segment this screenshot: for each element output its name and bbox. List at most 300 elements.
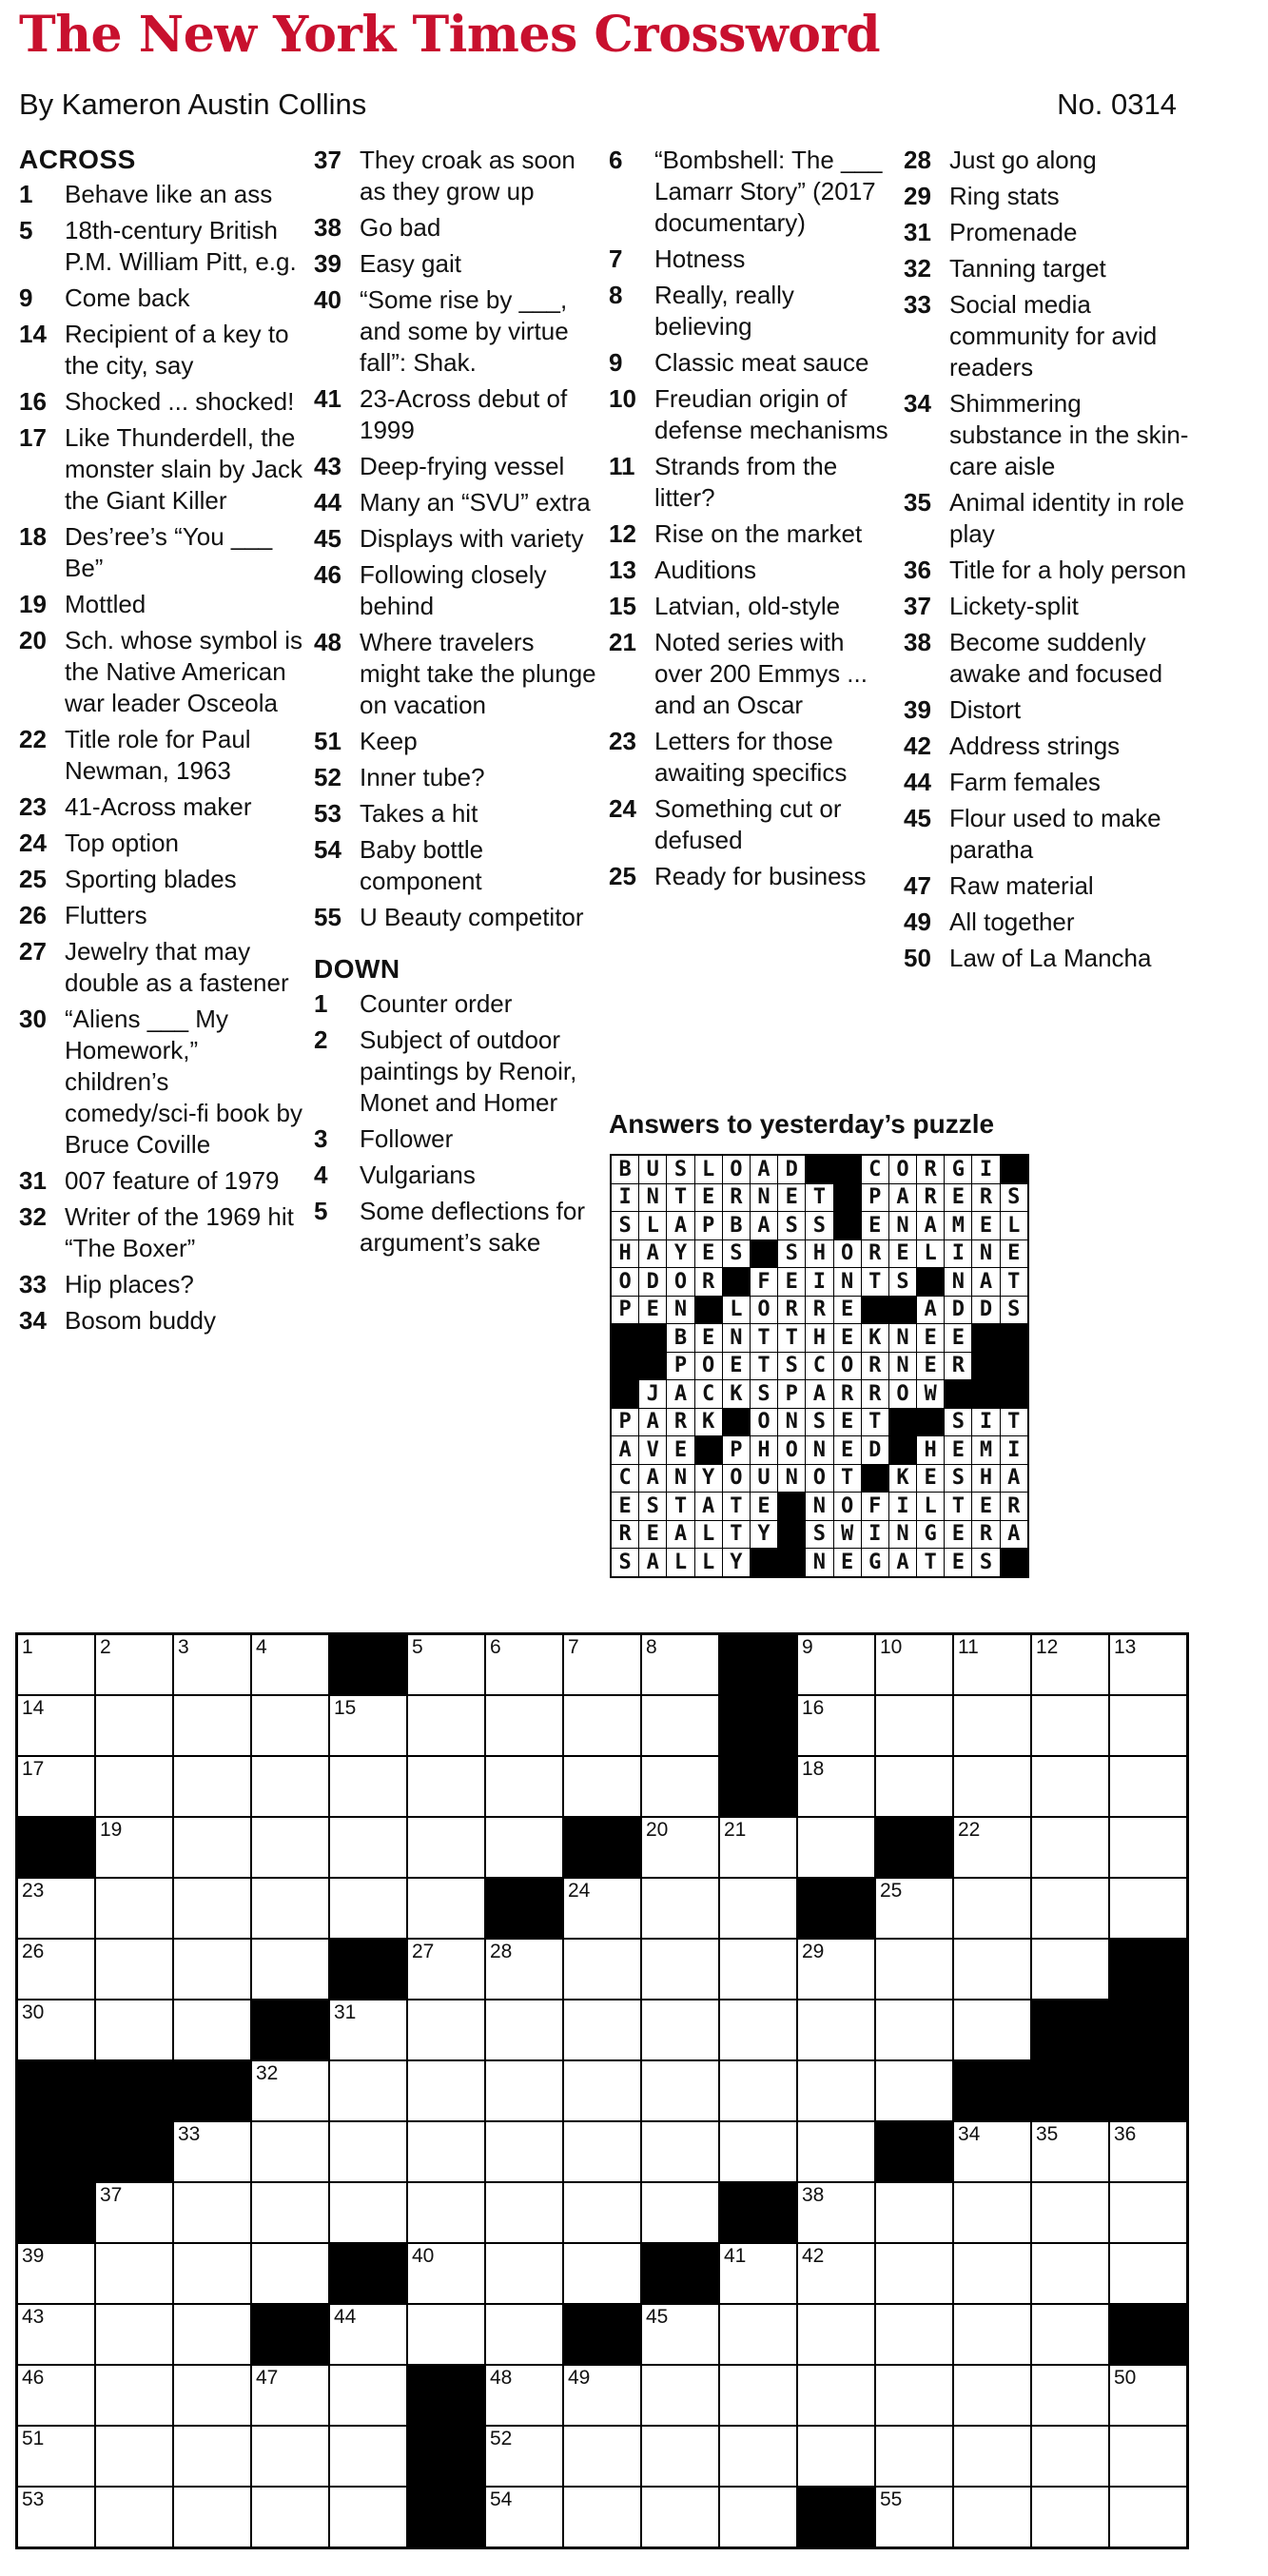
across-clue (314, 762, 599, 793)
across-clue (19, 589, 304, 620)
grid-cell[interactable] (251, 1756, 329, 1817)
clue-text: Noted series with over 200 Emmys ... and an Oscar (654, 628, 868, 719)
grid-cell[interactable] (1031, 1939, 1109, 2000)
grid-cell[interactable] (1109, 1756, 1188, 1817)
clue-number: 28 (904, 146, 931, 174)
answers-letter: O (833, 1239, 861, 1268)
answers-letter: G (945, 1155, 972, 1183)
grid-cell[interactable] (173, 2304, 251, 2365)
clue-number: 45 (314, 524, 341, 553)
clue-number: 25 (609, 862, 636, 890)
down-list-part-1 (314, 988, 599, 1259)
grid-cell[interactable] (17, 2304, 96, 2365)
grid-cell[interactable] (641, 2487, 719, 2548)
clue-number: 21 (609, 628, 636, 656)
black-square (563, 2304, 641, 2365)
grid-cell[interactable] (173, 1878, 251, 1939)
grid-cell[interactable] (875, 1878, 953, 1939)
grid-cell[interactable] (329, 2304, 407, 2365)
cell-number: 27 (412, 1941, 435, 1962)
answers-letter: G (917, 1520, 945, 1549)
grid-cell[interactable] (563, 2121, 641, 2182)
grid-cell[interactable] (251, 1939, 329, 2000)
clue-number: 5 (19, 216, 33, 244)
grid-cell[interactable] (329, 2487, 407, 2548)
grid-cell[interactable] (329, 1817, 407, 1878)
grid-cell[interactable] (875, 1695, 953, 1756)
answers-letter: E (722, 1352, 750, 1380)
grid-cell[interactable] (953, 2365, 1031, 2426)
grid-cell[interactable] (407, 2121, 485, 2182)
grid-cell[interactable] (251, 2487, 329, 2548)
grid-cell[interactable] (875, 2365, 953, 2426)
grid-cell[interactable] (719, 1878, 797, 1939)
grid-cell[interactable] (641, 2304, 719, 2365)
grid-cell[interactable] (797, 2182, 875, 2243)
grid-cell[interactable] (173, 2182, 251, 2243)
grid-cell[interactable] (719, 2304, 797, 2365)
answers-letter: E (667, 1436, 694, 1465)
grid-cell[interactable] (641, 1634, 719, 1696)
grid-cell[interactable] (485, 2243, 563, 2304)
grid-cell[interactable] (329, 1878, 407, 1939)
grid-cell[interactable] (17, 1695, 96, 1756)
grid-cell[interactable] (641, 1878, 719, 1939)
grid-cell[interactable] (173, 1695, 251, 1756)
grid-cell[interactable] (407, 1939, 485, 2000)
grid-cell[interactable] (95, 1817, 173, 1878)
grid-cell[interactable] (719, 2426, 797, 2487)
grid-cell[interactable] (407, 1817, 485, 1878)
grid-cell[interactable] (953, 2243, 1031, 2304)
grid-cell[interactable] (1109, 1695, 1188, 1756)
answers-black-square (611, 1324, 639, 1353)
grid-cell[interactable] (407, 2060, 485, 2121)
grid-cell[interactable] (953, 1634, 1031, 1696)
grid-cell[interactable] (251, 1695, 329, 1756)
grid-cell[interactable] (485, 2060, 563, 2121)
answers-row (611, 1155, 1028, 1183)
grid-cell[interactable] (329, 1695, 407, 1756)
answers-letter: T (917, 1549, 945, 1577)
clue-number: 40 (314, 285, 341, 314)
black-square (407, 2487, 485, 2548)
cell-number: 25 (880, 1880, 903, 1902)
grid-cell[interactable] (875, 1634, 953, 1696)
grid-cell[interactable] (875, 2487, 953, 2548)
grid-cell[interactable] (953, 1695, 1031, 1756)
clue-number: 37 (904, 592, 931, 620)
grid-cell[interactable] (329, 2182, 407, 2243)
grid-cell[interactable] (95, 1634, 173, 1696)
answers-letter: Y (694, 1464, 722, 1493)
grid-cell[interactable] (1031, 1695, 1109, 1756)
grid-cell[interactable] (407, 1634, 485, 1696)
clue-text: Latvian, old-style (654, 592, 841, 620)
grid-cell[interactable] (953, 2000, 1031, 2060)
grid-cell[interactable] (17, 2487, 96, 2548)
answers-letter: F (861, 1493, 888, 1521)
grid-cell[interactable] (17, 1756, 96, 1817)
grid-cell[interactable] (953, 1939, 1031, 2000)
grid-cell[interactable] (173, 1756, 251, 1817)
grid-cell[interactable] (1031, 1756, 1109, 1817)
grid-cell[interactable] (95, 2426, 173, 2487)
grid-cell[interactable] (407, 1756, 485, 1817)
grid-cell[interactable] (95, 1756, 173, 1817)
grid-cell[interactable] (485, 2365, 563, 2426)
clue-text: Animal identity in role play (949, 488, 1185, 548)
grid-cell[interactable] (719, 1939, 797, 2000)
grid-cell[interactable] (563, 2243, 641, 2304)
grid-cell[interactable] (173, 1939, 251, 2000)
grid-cell[interactable] (1109, 1634, 1188, 1696)
grid-cell[interactable] (719, 2243, 797, 2304)
clue-text: They croak as soon as they grow up (360, 146, 575, 205)
grid-cell[interactable] (95, 2304, 173, 2365)
clue-number: 26 (19, 901, 47, 929)
grid-cell[interactable] (563, 2365, 641, 2426)
grid-cell[interactable] (641, 1817, 719, 1878)
grid-cell[interactable] (641, 2365, 719, 2426)
answers-letter: D (861, 1436, 888, 1465)
grid-cell[interactable] (719, 2000, 797, 2060)
grid-cell[interactable] (641, 2121, 719, 2182)
grid-cell[interactable] (719, 2365, 797, 2426)
grid-cell[interactable] (485, 2182, 563, 2243)
grid-cell[interactable] (953, 2304, 1031, 2365)
grid-cell[interactable] (1109, 2243, 1188, 2304)
answers-letter: O (694, 1352, 722, 1380)
clue-number: 38 (904, 628, 931, 656)
down-heading: DOWN (314, 954, 400, 984)
answers-letter: D (778, 1155, 806, 1183)
grid-cell[interactable] (797, 1695, 875, 1756)
grid-cell[interactable] (641, 2060, 719, 2121)
across-clue (19, 283, 304, 314)
grid-cell[interactable] (875, 1756, 953, 1817)
answers-black-square (1000, 1155, 1028, 1183)
grid-cell[interactable] (563, 1939, 641, 2000)
answers-black-square (833, 1183, 861, 1212)
across-clue (19, 319, 304, 381)
grid-cell[interactable] (563, 2426, 641, 2487)
grid-cell[interactable] (173, 2487, 251, 2548)
grid-cell[interactable] (1031, 2243, 1109, 2304)
answers-letter: G (861, 1549, 888, 1577)
grid-cell[interactable] (407, 1695, 485, 1756)
grid-cell[interactable] (953, 2426, 1031, 2487)
grid-cell[interactable] (797, 2121, 875, 2182)
answers-letter: O (833, 1493, 861, 1521)
clue-text: Takes a hit (360, 799, 478, 828)
clue-text: Classic meat sauce (654, 348, 869, 377)
grid-cell[interactable] (875, 1939, 953, 2000)
grid-cell[interactable] (485, 2304, 563, 2365)
grid-cell[interactable] (485, 1756, 563, 1817)
answers-black-square (639, 1324, 667, 1353)
answers-row (611, 1436, 1028, 1465)
cell-number: 51 (22, 2428, 45, 2449)
answers-letter: S (945, 1408, 972, 1436)
grid-cell[interactable] (1031, 2487, 1109, 2548)
cell-number: 50 (1114, 2367, 1137, 2389)
grid-cell[interactable] (1109, 1817, 1188, 1878)
grid-cell[interactable] (719, 1817, 797, 1878)
grid-cell[interactable] (953, 2182, 1031, 2243)
grid-cell[interactable] (485, 2000, 563, 2060)
grid-cell[interactable] (719, 2487, 797, 2548)
grid-cell[interactable] (641, 2426, 719, 2487)
clue-number: 31 (19, 1166, 47, 1195)
grid-cell[interactable] (1031, 2121, 1109, 2182)
grid-cell[interactable] (329, 2426, 407, 2487)
grid-cell[interactable] (173, 2121, 251, 2182)
grid-cell[interactable] (1109, 2365, 1188, 2426)
grid-cell[interactable] (485, 1634, 563, 1696)
grid-cell[interactable] (485, 1817, 563, 1878)
down-clue (609, 555, 894, 586)
grid-cell[interactable] (797, 2304, 875, 2365)
clue-number: 31 (904, 218, 931, 246)
grid-cell[interactable] (719, 2121, 797, 2182)
grid-cell[interactable] (17, 1878, 96, 1939)
grid-cell[interactable] (251, 2121, 329, 2182)
grid-cell[interactable] (797, 2060, 875, 2121)
clue-number: 32 (19, 1202, 47, 1231)
grid-cell[interactable] (563, 2000, 641, 2060)
grid-cell[interactable] (95, 2243, 173, 2304)
grid-cell[interactable] (1031, 1817, 1109, 1878)
grid-cell[interactable] (641, 1756, 719, 1817)
answers-letter: O (722, 1155, 750, 1183)
grid-cell[interactable] (173, 1817, 251, 1878)
grid-cell[interactable] (251, 2243, 329, 2304)
cell-number: 24 (568, 1880, 591, 1902)
grid-cell[interactable] (407, 2304, 485, 2365)
grid-cell[interactable] (251, 2426, 329, 2487)
grid-cell[interactable] (875, 2243, 953, 2304)
answers-letter: N (833, 1268, 861, 1297)
cell-number: 42 (802, 2245, 825, 2267)
answers-black-square (945, 1380, 972, 1409)
grid-cell[interactable] (953, 2121, 1031, 2182)
grid-cell[interactable] (407, 2243, 485, 2304)
grid-cell[interactable] (329, 2365, 407, 2426)
grid-cell[interactable] (95, 1939, 173, 2000)
down-clue (609, 451, 894, 514)
grid-cell[interactable] (953, 1817, 1031, 1878)
grid-cell[interactable] (407, 2000, 485, 2060)
grid-cell[interactable] (563, 1878, 641, 1939)
grid-row (17, 2243, 1188, 2304)
grid-cell[interactable] (17, 2000, 96, 2060)
answers-letter: B (611, 1155, 639, 1183)
grid-cell[interactable] (485, 2487, 563, 2548)
answers-row (611, 1352, 1028, 1380)
grid-cell[interactable] (329, 2121, 407, 2182)
answers-letter: E (945, 1324, 972, 1353)
grid-cell[interactable] (563, 2060, 641, 2121)
grid-cell[interactable] (251, 1817, 329, 1878)
grid-cell[interactable] (95, 1695, 173, 1756)
clue-text: Deep-frying vessel (360, 452, 565, 480)
grid-cell[interactable] (95, 2182, 173, 2243)
grid-row (17, 2426, 1188, 2487)
grid-cell[interactable] (563, 2487, 641, 2548)
answers-letter: I (972, 1155, 1000, 1183)
grid-cell[interactable] (407, 1878, 485, 1939)
grid-cell[interactable] (797, 1939, 875, 2000)
cell-number: 28 (490, 1941, 513, 1962)
grid-cell[interactable] (95, 2487, 173, 2548)
grid-cell[interactable] (95, 2000, 173, 2060)
answers-letter: P (667, 1352, 694, 1380)
grid-cell[interactable] (485, 2121, 563, 2182)
grid-cell[interactable] (407, 2182, 485, 2243)
clue-text: Really, really believing (654, 281, 794, 341)
grid-cell[interactable] (563, 1695, 641, 1756)
black-square (875, 2121, 953, 2182)
answers-letter: I (972, 1408, 1000, 1436)
grid-cell[interactable] (17, 1634, 96, 1696)
answers-letter: J (639, 1380, 667, 1409)
cell-number: 36 (1114, 2123, 1137, 2145)
grid-cell[interactable] (1031, 2182, 1109, 2243)
grid-cell[interactable] (173, 2365, 251, 2426)
grid-cell[interactable] (563, 2182, 641, 2243)
grid-cell[interactable] (329, 1756, 407, 1817)
grid-cell[interactable] (1109, 2487, 1188, 2548)
grid-cell[interactable] (1031, 1634, 1109, 1696)
grid-cell[interactable] (797, 1817, 875, 1878)
grid-cell[interactable] (173, 2000, 251, 2060)
grid-cell[interactable] (95, 1878, 173, 1939)
across-clue (19, 386, 304, 418)
answers-letter: O (611, 1268, 639, 1297)
grid-cell[interactable] (251, 1878, 329, 1939)
grid-cell[interactable] (251, 2060, 329, 2121)
grid-cell[interactable] (173, 1634, 251, 1696)
grid-cell[interactable] (797, 1756, 875, 1817)
clue-text: Keep (360, 727, 418, 755)
grid-cell[interactable] (1109, 2182, 1188, 2243)
grid-cell[interactable] (875, 2000, 953, 2060)
grid-cell[interactable] (797, 2365, 875, 2426)
grid-cell[interactable] (251, 2365, 329, 2426)
answers-letter: I (888, 1493, 916, 1521)
clue-text: Mottled (65, 590, 146, 618)
grid-cell[interactable] (485, 1695, 563, 1756)
grid-cell[interactable] (719, 2060, 797, 2121)
clue-number: 22 (19, 725, 47, 753)
answers-letter: R (806, 1296, 833, 1324)
grid-cell[interactable] (17, 2365, 96, 2426)
grid-cell[interactable] (1031, 2365, 1109, 2426)
black-square (329, 2243, 407, 2304)
grid-cell[interactable] (329, 2000, 407, 2060)
grid-cell[interactable] (563, 1756, 641, 1817)
answers-letter: R (861, 1380, 888, 1409)
black-square (641, 2243, 719, 2304)
grid-cell[interactable] (641, 1695, 719, 1756)
grid-cell[interactable] (1031, 1878, 1109, 1939)
answers-row (611, 1212, 1028, 1240)
grid-row (17, 1939, 1188, 2000)
grid-cell[interactable] (17, 1939, 96, 2000)
grid-cell[interactable] (797, 2243, 875, 2304)
grid-cell[interactable] (1109, 2426, 1188, 2487)
grid-cell[interactable] (485, 2426, 563, 2487)
across-clue (314, 902, 599, 933)
black-square (797, 2487, 875, 2548)
grid-cell[interactable] (953, 2487, 1031, 2548)
black-square (173, 2060, 251, 2121)
clue-text: All together (949, 907, 1075, 936)
grid-cell[interactable] (1031, 2304, 1109, 2365)
clue-text: Freudian origin of defense mechanisms (654, 384, 888, 444)
answers-letter: A (972, 1268, 1000, 1297)
down-clue (609, 347, 894, 379)
grid-cell[interactable] (251, 2182, 329, 2243)
clue-text: Where travelers might take the plunge on vacation (360, 628, 596, 719)
grid-cell[interactable] (173, 2426, 251, 2487)
answers-letter: T (833, 1464, 861, 1493)
clue-text: Easy gait (360, 249, 461, 278)
grid-cell[interactable] (641, 2000, 719, 2060)
grid-cell[interactable] (875, 2060, 953, 2121)
grid-cell[interactable] (17, 2243, 96, 2304)
clue-text: Baby bottle component (360, 835, 484, 895)
cell-number: 29 (802, 1941, 825, 1962)
grid-cell[interactable] (875, 2304, 953, 2365)
grid-cell[interactable] (797, 2426, 875, 2487)
grid-cell[interactable] (251, 1634, 329, 1696)
grid-row (17, 2365, 1188, 2426)
grid-cell[interactable] (641, 2182, 719, 2243)
grid-cell[interactable] (95, 2365, 173, 2426)
grid-cell[interactable] (1109, 1878, 1188, 1939)
across-list-part-1 (19, 179, 304, 1337)
grid-cell[interactable] (1031, 2426, 1109, 2487)
grid-cell[interactable] (1109, 2121, 1188, 2182)
clue-text: Social media community for avid readers (949, 290, 1158, 381)
black-square (95, 2121, 173, 2182)
grid-cell[interactable] (953, 1756, 1031, 1817)
grid-cell[interactable] (641, 1939, 719, 2000)
grid-cell[interactable] (875, 2426, 953, 2487)
answers-letter: I (611, 1183, 639, 1212)
grid-cell[interactable] (173, 2243, 251, 2304)
grid-cell[interactable] (17, 2426, 96, 2487)
grid-cell[interactable] (563, 1634, 641, 1696)
black-square (95, 2060, 173, 2121)
grid-cell[interactable] (875, 2182, 953, 2243)
grid-cell[interactable] (797, 1634, 875, 1696)
clue-number: 53 (314, 799, 341, 828)
grid-cell[interactable] (485, 1939, 563, 2000)
grid-cell[interactable] (329, 2060, 407, 2121)
grid-cell[interactable] (953, 1878, 1031, 1939)
grid-cell[interactable] (797, 2000, 875, 2060)
clue-number: 42 (904, 732, 931, 760)
answers-letter: W (917, 1380, 945, 1409)
black-square (1109, 2060, 1188, 2121)
answers-black-square (694, 1296, 722, 1324)
down-clue (904, 627, 1189, 690)
cell-number: 18 (802, 1758, 825, 1780)
clue-text: Ready for business (654, 862, 867, 890)
